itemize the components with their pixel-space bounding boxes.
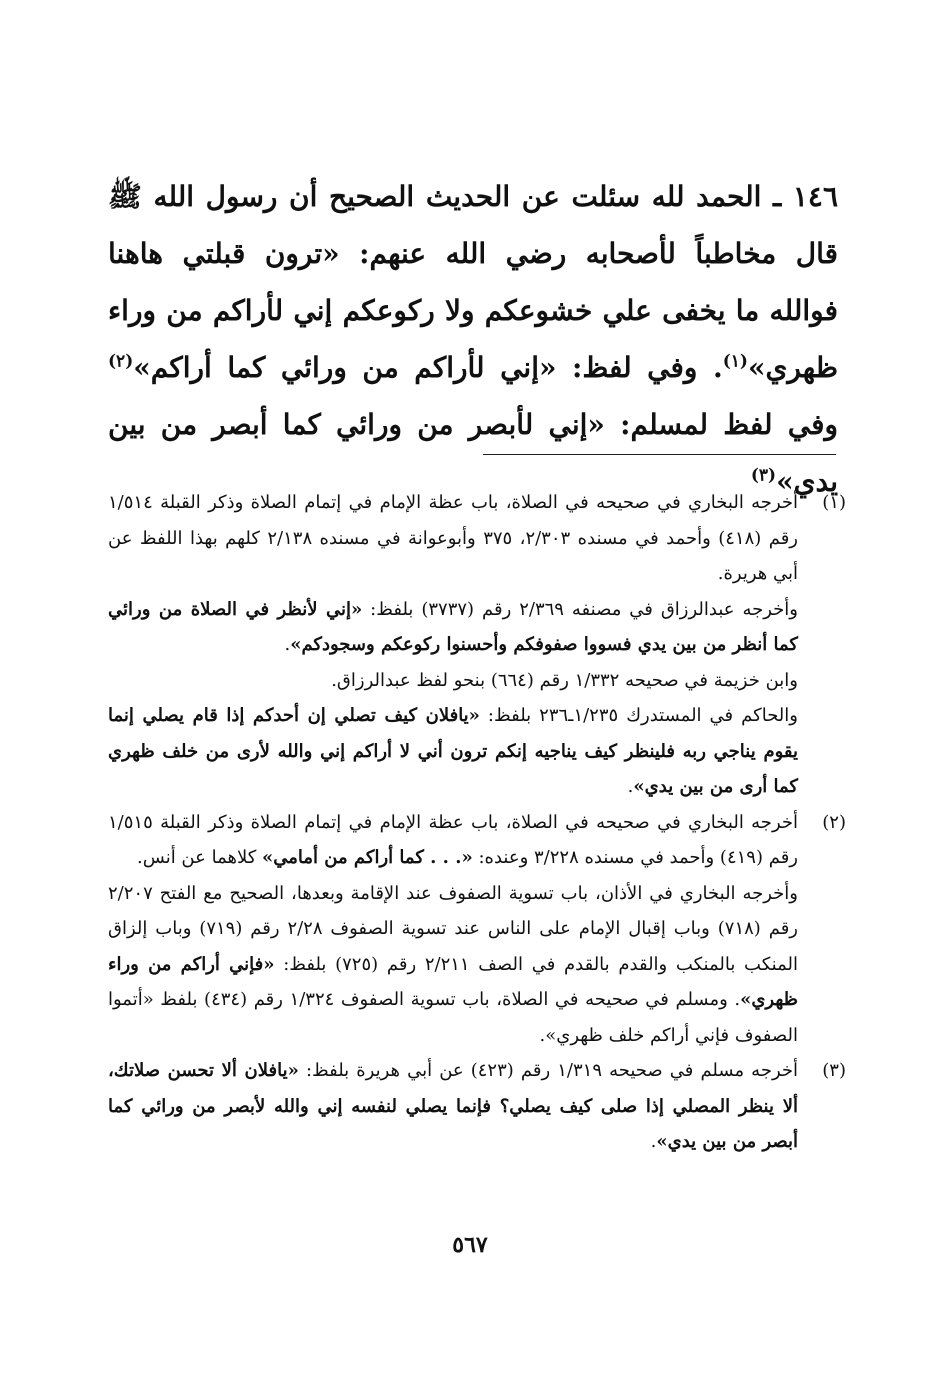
footnote-text-tail: .	[650, 1131, 657, 1152]
footnote-text: أخرجه البخاري في صحيحه في الصلاة، باب عظة الإمام في إتمام الصلاة وذكر القبلة ١/٥١٤ رقم (٤١٨) وأحمد في مسنده ٢/٣٠٣، ٣٧٥ وأبوعوانة في مسنده ٢/١٣٨ كلهم بهذا اللفظ عن أبي هريرة.	[108, 492, 798, 584]
footnote-text: وأخرجه البخاري في الأذان، باب تسوية الصفوف عند الإقامة وبعدها، الصحيح مع الفتح ٢/٢٠٧ رقم (٧١٨) وباب إقبال الإمام على الناس عند تسوية الصفوف ٢/٢٨ رقم (٧١٩) وباب إلزاق المنكب بالمنكب والقدم بالقدم في الصف ٢/٢١١ رقم (٧٢٥) بلفظ:	[108, 882, 798, 975]
footnote-text-tail: .	[627, 776, 634, 797]
main-text	[108, 168, 838, 510]
footnote-quote: «يافلان كيف تصلي إن أحدكم إذا قام يصلي إنما يقوم يناجي ربه فلينظر كيف يناجيه إنكم ترون أني لا أراكم إني والله لأرى من خلف ظهري كما أرى من بين يدي»	[108, 705, 798, 797]
main-text-mid1: . وفي لفظ: «إني لأراكم من ورائي كما أراكم»	[133, 351, 723, 384]
footnote-separator	[483, 454, 836, 455]
footnote-number: (٢)	[822, 811, 846, 833]
footnote-paragraph	[108, 592, 798, 663]
page-number: ٥٦٧	[452, 1232, 488, 1258]
footnote-paragraph	[108, 698, 798, 805]
footnote-quote: «إني لأنظر في الصلاة من ورائي كما أنظر من بين يدي فسووا صفوفكم وأحسنوا ركوعكم وسجودكم»	[108, 598, 798, 655]
footnote-text-tail: كلاهما عن أنس.	[137, 847, 263, 868]
footnote-ref-2: (٢)	[108, 351, 134, 372]
footnote-text: وأخرجه عبدالرزاق في مصنفه ٢/٣٦٩ رقم (٣٧٣٧) بلفظ:	[362, 598, 798, 620]
footnote-text: أخرجه مسلم في صحيحه ١/٣١٩ رقم (٤٢٣) عن أبي هريرة بلفظ:	[298, 1060, 799, 1081]
main-text-start: ١٤٦ ـ الحمد لله سئلت عن الحديث الصحيح أن رسول الله ﷺ قال مخاطباً لأصحابه رضي الله عنهم: «ترون قبلتي هاهنا فوالله ما يخفى علي خشوعكم ولا ركوعكم إني لأراكم من وراء ظهري»	[108, 180, 838, 384]
footnote-3	[108, 1053, 848, 1160]
main-text-mid2: وفي لفظ لمسلم: «إني لأبصر من ورائي كما أبصر من بين يدي»	[108, 408, 838, 498]
footnote-text: وابن خزيمة في صحيحه ١/٣٣٢ رقم (٦٦٤) بنحو لفظ عبدالرزاق.	[331, 669, 798, 691]
footnote-quote: «فإني أراكم من وراء ظهري»	[108, 953, 798, 1010]
footnote-paragraph	[108, 876, 798, 1054]
footnote-paragraph	[108, 663, 798, 699]
footnote-number: (٣)	[822, 1060, 846, 1081]
footnote-body	[108, 805, 798, 1054]
footnote-body	[108, 485, 798, 805]
footnote-text: والحاكم في المستدرك ١/٢٣٥ـ٢٣٦ بلفظ:	[479, 705, 798, 726]
footnote-quote: «. . . كما أراكم من أمامي»	[262, 847, 473, 868]
footnote-text-tail: . ومسلم في صحيحه في الصلاة، باب تسوية الصفوف ١/٣٢٤ رقم (٤٣٤) بلفظ «أتموا الصفوف فإني أراكم خلف ظهري».	[108, 989, 798, 1046]
footnote-1	[108, 485, 848, 805]
footnote-text: أخرجه البخاري في صحيحه في الصلاة، باب عظة الإمام في إتمام الصلاة وذكر القبلة ١/٥١٥ رقم (٤١٩) وأحمد في مسنده ٣/٢٢٨ وعنده:	[108, 811, 798, 868]
footnote-paragraph	[108, 805, 798, 876]
footnote-text-tail: .	[284, 634, 291, 655]
footnote-ref-1: (١)	[722, 351, 748, 372]
footnote-paragraph	[108, 485, 798, 592]
footnote-paragraph	[108, 1053, 798, 1160]
footnote-ref-3: (٣)	[750, 465, 777, 486]
footnotes	[108, 485, 848, 1160]
footnote-body	[108, 1053, 798, 1160]
footnote-2	[108, 805, 848, 1054]
footnote-number: (١)	[822, 492, 846, 513]
footnote-quote: «يافلان ألا تحسن صلاتك، ألا ينظر المصلي إذا صلى كيف يصلي؟ فإنما يصلي لنفسه إني والله لأبصر من ورائي كما أبصر من بين يدي»	[108, 1060, 798, 1152]
